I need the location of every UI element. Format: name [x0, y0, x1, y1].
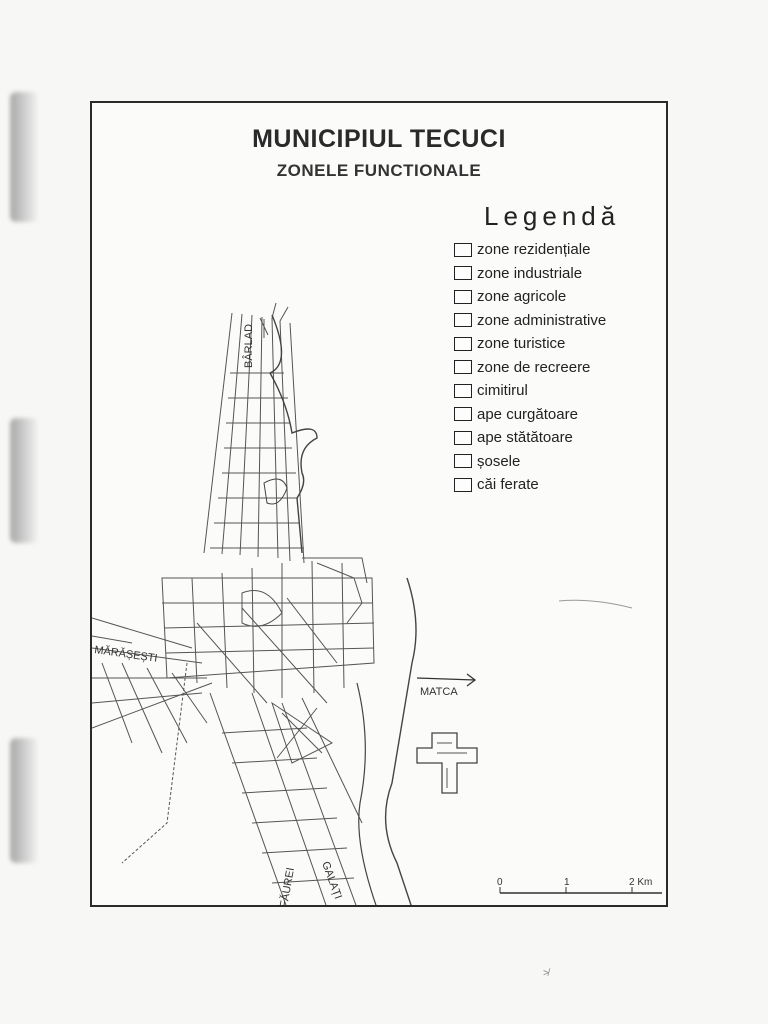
scale-label-one: 1	[564, 877, 570, 888]
legend-item	[454, 238, 664, 262]
legend-item	[454, 473, 664, 497]
legend-swatch	[454, 360, 472, 374]
legend-label: zone rezidențiale	[477, 241, 591, 259]
legend-label: șosele	[477, 452, 521, 470]
legend-label: zone turistice	[477, 335, 566, 353]
binding-shadow-middle	[10, 418, 38, 543]
legend-title: Legendă	[484, 201, 621, 231]
legend-item	[454, 332, 664, 356]
label-barlad: BÂRLAD	[243, 323, 255, 368]
legend-swatch	[454, 384, 472, 398]
speck: ≯	[543, 968, 549, 979]
legend	[454, 201, 664, 497]
binding-shadow-bottom	[10, 738, 38, 863]
binding-shadow-top	[10, 92, 38, 222]
legend-label: ape curgătoare	[477, 405, 578, 423]
legend-item	[454, 403, 664, 427]
legend-item	[454, 379, 664, 403]
label-faurei: FĂUREI	[278, 866, 297, 909]
legend-swatch	[454, 337, 472, 351]
legend-swatch	[454, 478, 472, 492]
scale-label-two: 2 Km	[629, 877, 653, 888]
legend-label: cimitirul	[477, 382, 528, 400]
map-subtitle: ZONELE FUNCTIONALE	[276, 161, 482, 180]
legend-label: zone administrative	[477, 311, 607, 329]
map-frame	[90, 101, 668, 907]
legend-item	[454, 285, 664, 309]
legend-label: zone agricole	[477, 288, 567, 306]
map-title: MUNICIPIUL TECUCI	[252, 125, 506, 153]
legend-swatch	[454, 454, 472, 468]
label-galati: GALAȚI	[319, 859, 344, 901]
legend-swatch	[454, 290, 472, 304]
legend-item	[454, 356, 664, 380]
legend-item	[454, 262, 664, 286]
legend-swatch	[454, 431, 472, 445]
legend-swatch	[454, 313, 472, 327]
legend-label: zone de recreere	[477, 358, 591, 376]
legend-item	[454, 450, 664, 474]
scale-label-zero: 0	[497, 877, 503, 888]
legend-label: zone industriale	[477, 264, 583, 282]
legend-swatch	[454, 243, 472, 257]
legend-item	[454, 309, 664, 333]
label-matca: MATCA	[420, 686, 458, 698]
legend-label: căi ferate	[477, 476, 539, 494]
legend-label: ape stătătoare	[477, 429, 573, 447]
label-marasesti: MĂRĂȘEȘTI	[93, 644, 159, 665]
legend-swatch	[454, 407, 472, 421]
legend-item	[454, 426, 664, 450]
legend-swatch	[454, 266, 472, 280]
